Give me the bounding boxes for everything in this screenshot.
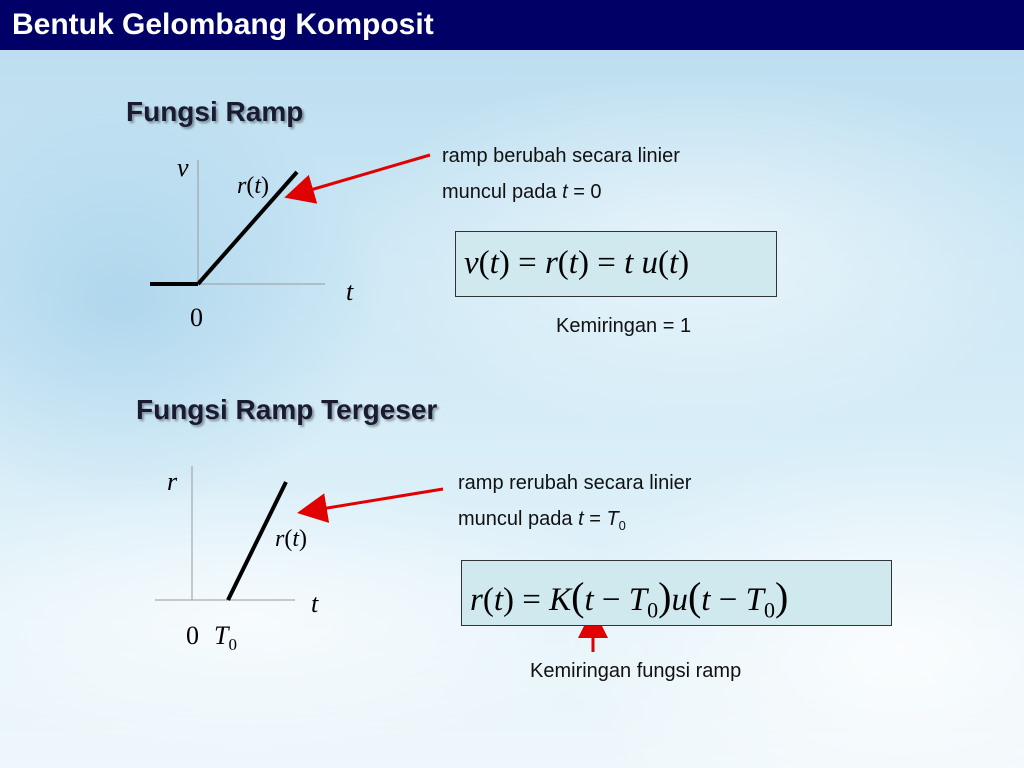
shifted-ramp-equation-box xyxy=(461,560,892,626)
heading-shifted-ramp-function: Fungsi Ramp Tergeser xyxy=(136,394,438,425)
graph1-curve-label: r(t) xyxy=(237,173,270,199)
graph2-shift-label: $T_0$ xyxy=(214,621,237,654)
slide-title: Bentuk Gelombang Komposit xyxy=(12,8,434,41)
ramp-note: ramp berubah secara linier muncul pada t = 0 xyxy=(442,145,680,203)
graph2-t-label: t xyxy=(311,589,319,618)
ramp-equation-box xyxy=(455,231,777,297)
graph1-pointer-arrow xyxy=(290,155,430,196)
graph1-v-label: v xyxy=(177,153,189,182)
ramp-equation: v(t) = r(t) = t u(t) xyxy=(464,245,690,281)
shifted-ramp-equation: $r(t) = K(t - T_0)u(t - T_0)$ xyxy=(470,574,789,623)
ramp-slope-label: Kemiringan fungsi ramp xyxy=(530,660,742,682)
graph2-origin-label: 0 xyxy=(186,621,199,650)
graph2-curve-label: r(t) xyxy=(275,526,308,552)
graph2-pointer-arrow xyxy=(303,489,443,512)
heading-ramp-function: Fungsi Ramp xyxy=(126,96,304,127)
shifted-ramp-note: ramp rerubah secara linier muncul pada $t = T_0$ xyxy=(458,472,692,533)
graph1-origin-label: 0 xyxy=(190,303,203,332)
ramp-slope-note: Kemiringan = 1 xyxy=(556,315,692,337)
graph1-t-label: t xyxy=(346,277,354,306)
graph2-r-label: r xyxy=(167,467,178,496)
